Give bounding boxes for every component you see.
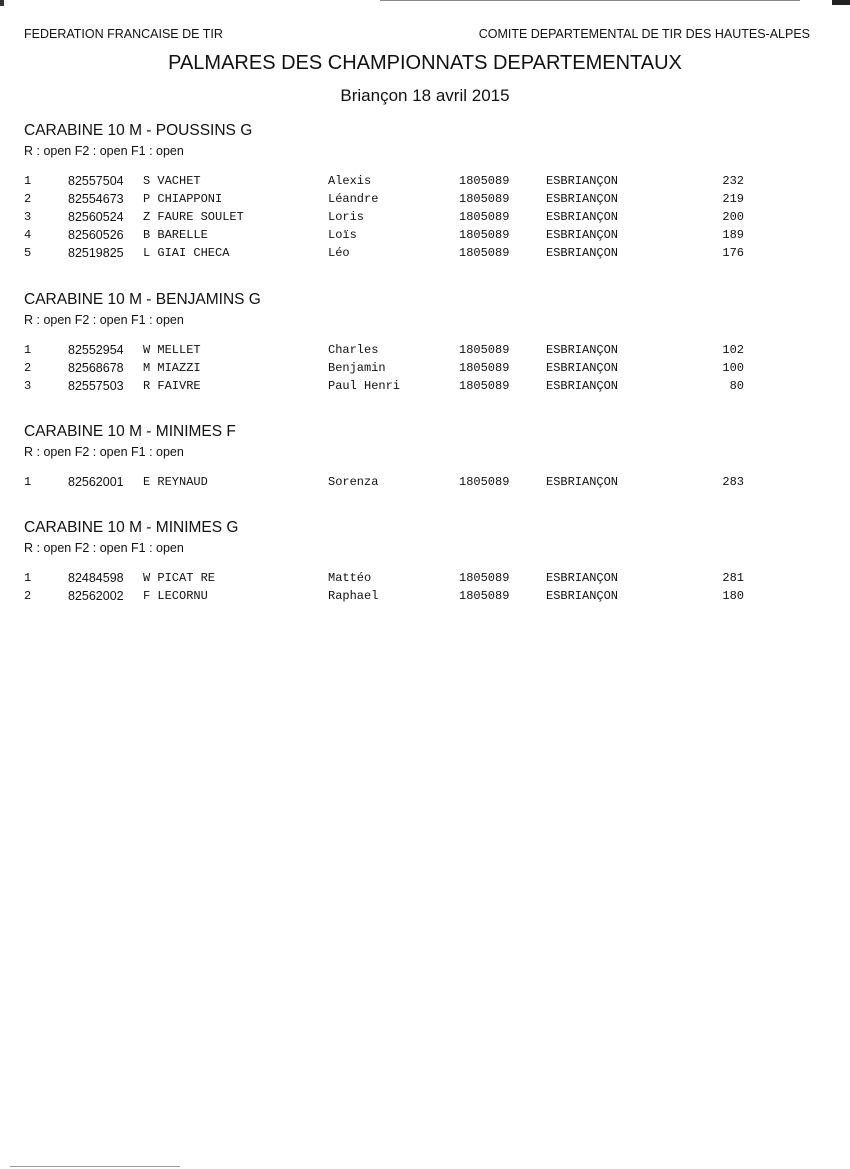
licence-cell: 82557504 — [68, 174, 124, 188]
table-row — [24, 226, 784, 244]
rank-cell: 4 — [24, 228, 32, 242]
rank-cell: 2 — [24, 361, 32, 375]
results-table — [24, 341, 784, 395]
score-cell: 102 — [722, 343, 744, 357]
score-cell: 100 — [722, 361, 744, 375]
first-name-cell: Loris — [328, 210, 365, 224]
rank-cell: 3 — [24, 210, 32, 224]
first-name-cell: Raphael — [328, 589, 379, 603]
first-name-cell: Paul Henri — [328, 379, 401, 393]
name-cell: S VACHET — [143, 174, 201, 188]
results-section — [24, 122, 784, 262]
section-title: CARABINE 10 M - BENJAMINS G — [24, 291, 261, 308]
first-name-cell: Benjamin — [328, 361, 386, 375]
first-name-cell: Loïs — [328, 228, 357, 242]
licence-cell: 82484598 — [68, 571, 124, 585]
club-name-cell: ESBRIANÇON — [546, 192, 619, 206]
section-title: CARABINE 10 M - MINIMES F — [24, 423, 236, 440]
section-title: CARABINE 10 M - MINIMES G — [24, 519, 239, 536]
licence-cell: 82560526 — [68, 228, 124, 242]
scan-artifact-bottom — [10, 1166, 180, 1167]
committee-header: COMITE DEPARTEMENTAL DE TIR DES HAUTES-ALPES — [478, 27, 810, 41]
licence-cell: 82568678 — [68, 361, 124, 375]
name-cell: F LECORNU — [143, 589, 208, 603]
table-row — [24, 473, 784, 491]
club-number-cell: 1805089 — [459, 192, 510, 206]
club-number-cell: 1805089 — [459, 343, 510, 357]
club-number-cell: 1805089 — [459, 246, 510, 260]
results-table — [24, 473, 784, 491]
club-number-cell: 1805089 — [459, 475, 510, 489]
first-name-cell: Sorenza — [328, 475, 379, 489]
table-row — [24, 341, 784, 359]
page-title: PALMARES DES CHAMPIONNATS DEPARTEMENTAUX — [168, 52, 682, 74]
name-cell: L GIAI CHECA — [143, 246, 230, 260]
score-cell: 80 — [729, 379, 744, 393]
page-subtitle: Briançon 18 avril 2015 — [340, 86, 510, 105]
club-number-cell: 1805089 — [459, 174, 510, 188]
score-cell: 281 — [722, 571, 744, 585]
club-name-cell: ESBRIANÇON — [546, 475, 619, 489]
table-row — [24, 172, 784, 190]
federation-header: FEDERATION FRANCAISE DE TIR — [24, 27, 223, 41]
first-name-cell: Léandre — [328, 192, 379, 206]
rank-cell: 1 — [24, 343, 32, 357]
first-name-cell: Léo — [328, 246, 350, 260]
table-row — [24, 377, 784, 395]
name-cell: M MIAZZI — [143, 361, 201, 375]
club-number-cell: 1805089 — [459, 228, 510, 242]
club-name-cell: ESBRIANÇON — [546, 246, 619, 260]
licence-cell: 82557503 — [68, 379, 124, 393]
results-section — [24, 423, 784, 491]
club-name-cell: ESBRIANÇON — [546, 174, 619, 188]
score-cell: 219 — [722, 192, 744, 206]
name-cell: W MELLET — [143, 343, 201, 357]
table-row — [24, 190, 784, 208]
club-name-cell: ESBRIANÇON — [546, 361, 619, 375]
club-number-cell: 1805089 — [459, 571, 510, 585]
first-name-cell: Alexis — [328, 174, 372, 188]
rank-cell: 2 — [24, 589, 32, 603]
results-table — [24, 172, 784, 262]
licence-cell: 82562001 — [68, 475, 124, 489]
first-name-cell: Mattéo — [328, 571, 372, 585]
licence-cell: 82562002 — [68, 589, 124, 603]
table-row — [24, 359, 784, 377]
results-table — [24, 569, 784, 605]
score-cell: 176 — [722, 246, 744, 260]
licence-cell: 82560524 — [68, 210, 124, 224]
score-cell: 180 — [722, 589, 744, 603]
first-name-cell: Charles — [328, 343, 379, 357]
score-cell: 283 — [722, 475, 744, 489]
rank-cell: 5 — [24, 246, 32, 260]
rank-cell: 1 — [24, 174, 32, 188]
licence-cell: 82519825 — [68, 246, 124, 260]
name-cell: P CHIAPPONI — [143, 192, 223, 206]
club-number-cell: 1805089 — [459, 379, 510, 393]
name-cell: R FAIVRE — [143, 379, 201, 393]
scan-artifact-corner — [832, 0, 850, 5]
club-number-cell: 1805089 — [459, 210, 510, 224]
table-row — [24, 587, 784, 605]
club-name-cell: ESBRIANÇON — [546, 379, 619, 393]
club-name-cell: ESBRIANÇON — [546, 228, 619, 242]
results-section — [24, 291, 784, 395]
section-classification: R : open F2 : open F1 : open — [24, 541, 184, 555]
rank-cell: 1 — [24, 475, 32, 489]
scan-artifact-top — [380, 0, 800, 1]
section-classification: R : open F2 : open F1 : open — [24, 144, 184, 158]
rank-cell: 1 — [24, 571, 32, 585]
club-number-cell: 1805089 — [459, 589, 510, 603]
licence-cell: 82554673 — [68, 192, 124, 206]
club-name-cell: ESBRIANÇON — [546, 210, 619, 224]
name-cell: W PICAT RE — [143, 571, 216, 585]
club-name-cell: ESBRIANÇON — [546, 589, 619, 603]
club-name-cell: ESBRIANÇON — [546, 343, 619, 357]
scan-artifact-left — [0, 0, 4, 6]
rank-cell: 2 — [24, 192, 32, 206]
licence-cell: 82552954 — [68, 343, 124, 357]
score-cell: 232 — [722, 174, 744, 188]
table-row — [24, 244, 784, 262]
results-section — [24, 519, 784, 605]
table-row — [24, 208, 784, 226]
table-row — [24, 569, 784, 587]
rank-cell: 3 — [24, 379, 32, 393]
name-cell: E REYNAUD — [143, 475, 208, 489]
name-cell: B BARELLE — [143, 228, 208, 242]
score-cell: 189 — [722, 228, 744, 242]
section-classification: R : open F2 : open F1 : open — [24, 445, 184, 459]
section-classification: R : open F2 : open F1 : open — [24, 313, 184, 327]
score-cell: 200 — [722, 210, 744, 224]
section-title: CARABINE 10 M - POUSSINS G — [24, 122, 253, 139]
club-number-cell: 1805089 — [459, 361, 510, 375]
club-name-cell: ESBRIANÇON — [546, 571, 619, 585]
name-cell: Z FAURE SOULET — [143, 210, 244, 224]
